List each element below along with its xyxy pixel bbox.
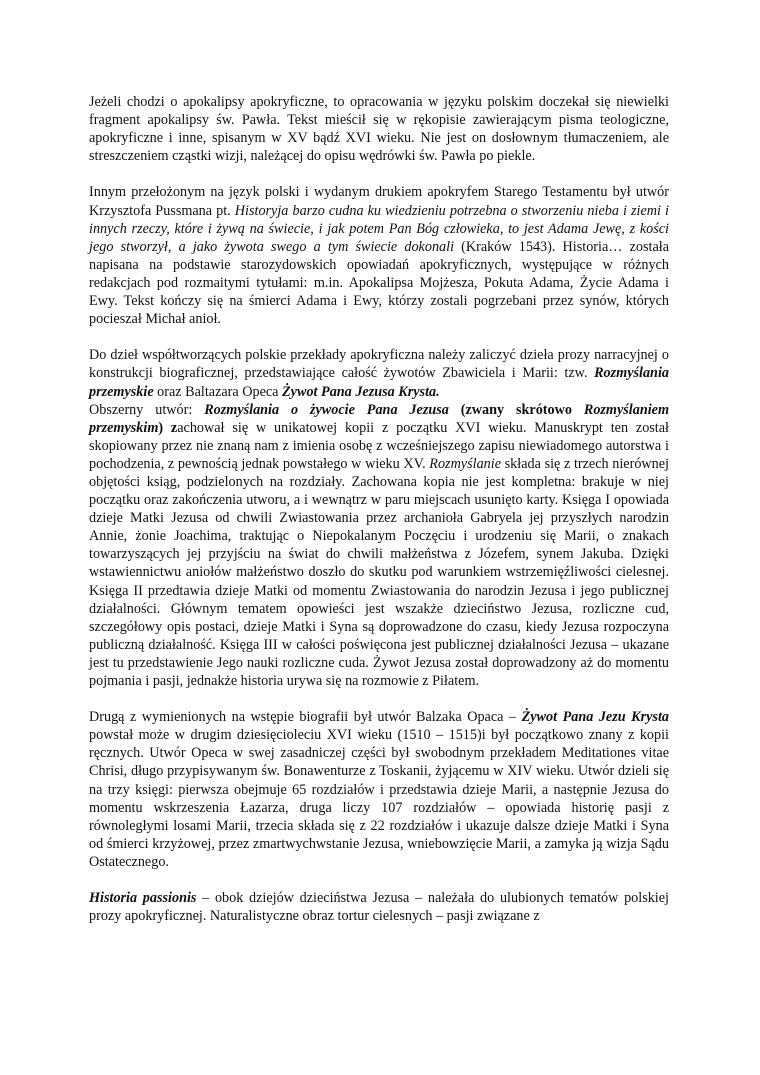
paragraph-text: – obok dziejów dzieciństwa Jezusa – należała do ulubionych tematów polskiej prozy apokryficznej. Naturalistyczne obraz tortur cielesnych – pasji związane z <box>89 890 669 925</box>
paragraph-pussman <box>89 183 669 328</box>
work-title: Historia passionis <box>89 890 197 907</box>
work-title: Żywot Pana Jezu Krysta <box>521 709 669 726</box>
work-title: Historyja barzo cudna ku wiedzieniu potrzebna o stworzeniu nieba i ziemi i innych rzeczy, które i żywą na świecie, i jak potem Pan Bóg człowieka, to jest Adama Jewę, z kości jego stworzył, a jako żywota swego a tym świecie dokonali <box>89 202 669 255</box>
work-title: Żywot Pana Jezusa Krysta. <box>282 383 440 400</box>
paragraph-historia-passionis <box>89 889 669 925</box>
paragraph-text: (Kraków 1543). Historia… została napisana na podstawie starozydowskich opowiadań apokryficznych, występujące w różnych redakcjach pod rozmaitymi tytułami: m.in. Apokalipsa Mojżesza, Pokuta Adama, Życie Adama i Ewy. Tekst kończy się na śmierci Adama i Ewy, którzy zostali pogrzebani przez synów, których pocieszał Michał anioł. <box>89 238 669 328</box>
paragraph-text: achował się w unikatowej kopii z początku XVI wieku. Manuskrypt ten został skopiowany przez nie znaną nam z imienia osobę z wcześniejszego zapisu niewiadomego autorstwa i pochodzenia, z pewnością jednak powstałego w wieku XV. <box>89 419 669 472</box>
work-title: Rozmyślanie <box>429 455 501 472</box>
paragraph-gap <box>89 328 669 346</box>
bold-text: (zwany skrótowo <box>448 401 584 418</box>
paragraph-text: składa się z trzech nierównej objętości ksiąg, podzielonych na rozdziały. Zachowana kopia nie jest kompletna: brakuje w niej początku oraz zakończenia utworu, a i wewnątrz w paru miejscach usunięto karty. Księga I opowiada dzieje Matki Jezusa od chwili Zwiastowania przez archanioła Gabryela jej przyszłych narodzin Annie, żonie Joachima, traktując o Niepokalanym Poczęciu i urodzeniu się Marii, o znakach towarzyszących jej przyjściu na świat do chwili małżeństwa z Józefem, synem Jakuba. Dzięki wstawiennictwu aniołów małżeństwo doszło do skutku pod warunkiem wstrzemięźliwości cielesnej. Księga II przedtawia dzieje Matki od momentu Zwiastowania do narodzin Jezusa i jego publicznej działalności. Głównym tematem opowieści jest wszakże dzieciństwo Jezusa, rozliczne cud, szczegółowy opis postaci, dzieje Matki i Syna są doprowadzone do czasu, kiedy Jezusa rozpoczyna publiczną działalność. Księga III w całości poświęcona jest publicznej działalności Jezusa – ukazane jest tu przedstawienie Jego nauki rozliczne cuda. Żywot Jezusa został doprowadzony aż do momentu pojmania i pasji, jednakże historia urywa się na rozmowie z Piłatem. <box>89 455 669 689</box>
work-title: Rozmyślania przemyskie <box>89 365 669 400</box>
paragraph-text: Obszerny utwór: <box>89 401 205 418</box>
paragraph-apocalypse-paul: Jeżeli chodzi o apokalipsy apokryficzne, to opracowania w języku polskim doczekał się niewielki fragment apokalipsy św. Pawła. Tekst mieścił się w rękopisie zawierającym pisma teologiczne, apokryficzne i inne, spisanym w XV bądź XVI wieku. Nie jest on dosłownym tłumaczeniem, ale streszczeniem cząstki wizji, należącej do opisu wędrówki św. Pawła po piekle. <box>89 94 669 165</box>
paragraph-text: Do dzieł współtworzących polskie przekłady apokryficzna należy zaliczyć dzieła prozy narracyjnej o konstrukcji biograficznej, przedstawiające całość żywotów Zbawiciela i Marii: tzw. <box>89 347 669 382</box>
paragraph-gap <box>89 871 669 889</box>
paragraph-text: Innym przełożonym na język polski i wydanym drukiem apokryfem Starego Testamentu był utwór Krzysztofa Pussmana pt. <box>89 184 669 219</box>
work-title: Rozmyślaniem przemyskim <box>89 401 669 436</box>
paragraph-text: powstał może w drugim dziesięcioleciu XVI wieku (1510 – 1515)i był początkowo znany z kopii ręcznych. Utwór Opeca w swej zasadniczej części był swobodnym przekładem Meditationes vitae Chrisi, długo przypisywanym św. Bonawenturze z Toskanii, żyjącemu w XIV wieku. Utwór dzieli się na trzy księgi: pierwsza obejmuje 65 rozdziałów i przedstawia dzieje Marii, a następnie Jezusa do momentu wskrzeszenia Łazarza, druga liczy 107 rozdziałów – opowiada historię pasji z równoległymi losami Marii, trzecia składa się z 22 rozdziałów i ukazuje dalsze dzieje Matki i Syna od śmierci krzyżowej, przez zmartwychwstanie Jezusa, wniebowzięcie Marii, a zamyka ją wizja Sądu Ostatecznego. <box>89 727 669 870</box>
document-page <box>89 93 669 925</box>
bold-text: ) z <box>158 419 178 436</box>
work-title: Rozmyślania o żywocie Pana Jezusa <box>204 401 449 418</box>
paragraph-gap <box>89 690 669 708</box>
paragraph-opec <box>89 708 669 871</box>
paragraph-text: oraz Baltazara Opeca <box>153 383 283 400</box>
paragraph-text: Drugą z wymienionych na wstępie biografii był utwór Balzaka Opaca – <box>89 709 522 726</box>
paragraph-rozmyslania <box>89 401 669 691</box>
paragraph-biographical-prose <box>89 346 669 400</box>
paragraph-gap <box>89 165 669 183</box>
